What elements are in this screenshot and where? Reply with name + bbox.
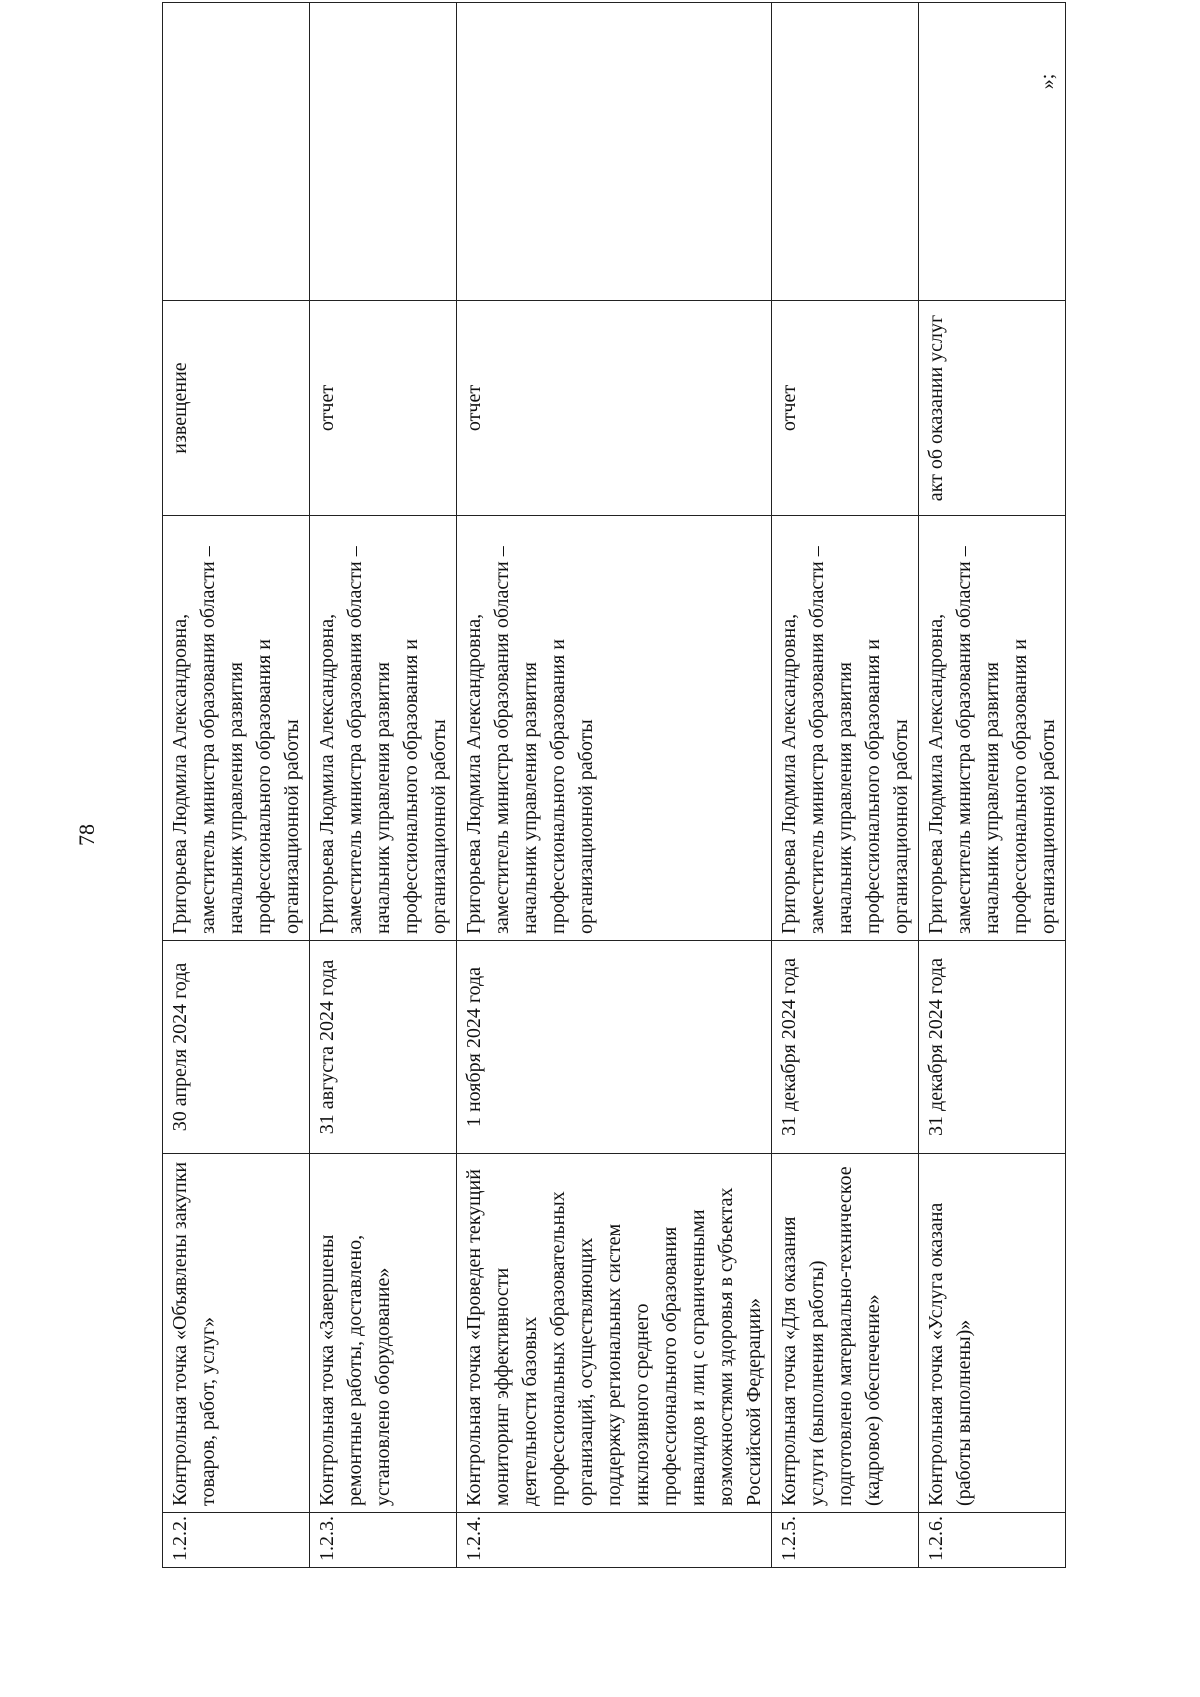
document-type-cell: извещение (163, 301, 310, 516)
event-cell: Контрольная точка «Услуга оказана (работы выполнены)» (919, 1154, 1066, 1513)
event-cell: Контрольная точка «Завершены ремонтные работы, доставлено, установлено оборудование» (310, 1154, 457, 1513)
table-row (310, 3, 457, 1568)
empty-cell (457, 3, 772, 301)
empty-cell (919, 3, 1066, 301)
table-row (772, 3, 919, 1568)
event-cell: Контрольная точка «Объявлены закупки товаров, работ, услуг» (163, 1154, 310, 1513)
row-number-cell: 1.2.2. (163, 1513, 310, 1568)
row-number-cell: 1.2.6. (919, 1513, 1066, 1568)
empty-cell (772, 3, 919, 301)
event-cell: Контрольная точка «Проведен текущий мониторинг эффективности деятельности базовых профессиональных образовательных организаций, осуществляющих поддержку региональных систем инклюзивного среднего профессионального образования инвалидов и лиц с ограниченными возможностями здоровья в субъектах Российской Федерации» (457, 1154, 772, 1513)
event-cell: Контрольная точка «Для оказания услуги (выполнения работы) подготовлено материально-техническое (кадровое) обеспечение» (772, 1154, 919, 1513)
document-type-cell: отчет (772, 301, 919, 516)
deadline-cell: 31 августа 2024 года (310, 941, 457, 1154)
row-number-cell: 1.2.3. (310, 1513, 457, 1568)
responsible-cell: Григорьева Людмила Александровна, заместитель министра образования области – начальник управления развития профессионального образования и организационной работы (919, 516, 1066, 941)
table-row (919, 3, 1066, 1568)
row-number-cell: 1.2.4. (457, 1513, 772, 1568)
document-type-cell: акт об оказании услуг (919, 301, 1066, 516)
responsible-cell: Григорьева Людмила Александровна, заместитель министра образования области – начальник управления развития профессионального образования и организационной работы (457, 516, 772, 941)
control-points-table (162, 2, 1066, 1568)
responsible-cell: Григорьева Людмила Александровна, заместитель министра образования области – начальник управления развития профессионального образования и организационной работы (163, 516, 310, 941)
document-type-cell: отчет (457, 301, 772, 516)
table-row (163, 3, 310, 1568)
deadline-cell: 31 декабря 2024 года (772, 941, 919, 1154)
document-type-cell: отчет (310, 301, 457, 516)
page-number: 78 (74, 824, 99, 846)
table-row (457, 3, 772, 1568)
deadline-cell: 30 апреля 2024 года (163, 941, 310, 1154)
deadline-cell: 1 ноября 2024 года (457, 941, 772, 1154)
responsible-cell: Григорьева Людмила Александровна, заместитель министра образования области – начальник управления развития профессионального образования и организационной работы (310, 516, 457, 941)
rotated-table-container (162, 81, 1062, 1568)
empty-cell (163, 3, 310, 301)
deadline-cell: 31 декабря 2024 года (919, 941, 1066, 1154)
empty-cell (310, 3, 457, 301)
responsible-cell: Григорьева Людмила Александровна, заместитель министра образования области – начальник управления развития профессионального образования и организационной работы (772, 516, 919, 941)
row-number-cell: 1.2.5. (772, 1513, 919, 1568)
closing-quote-mark: »; (1036, 73, 1059, 90)
